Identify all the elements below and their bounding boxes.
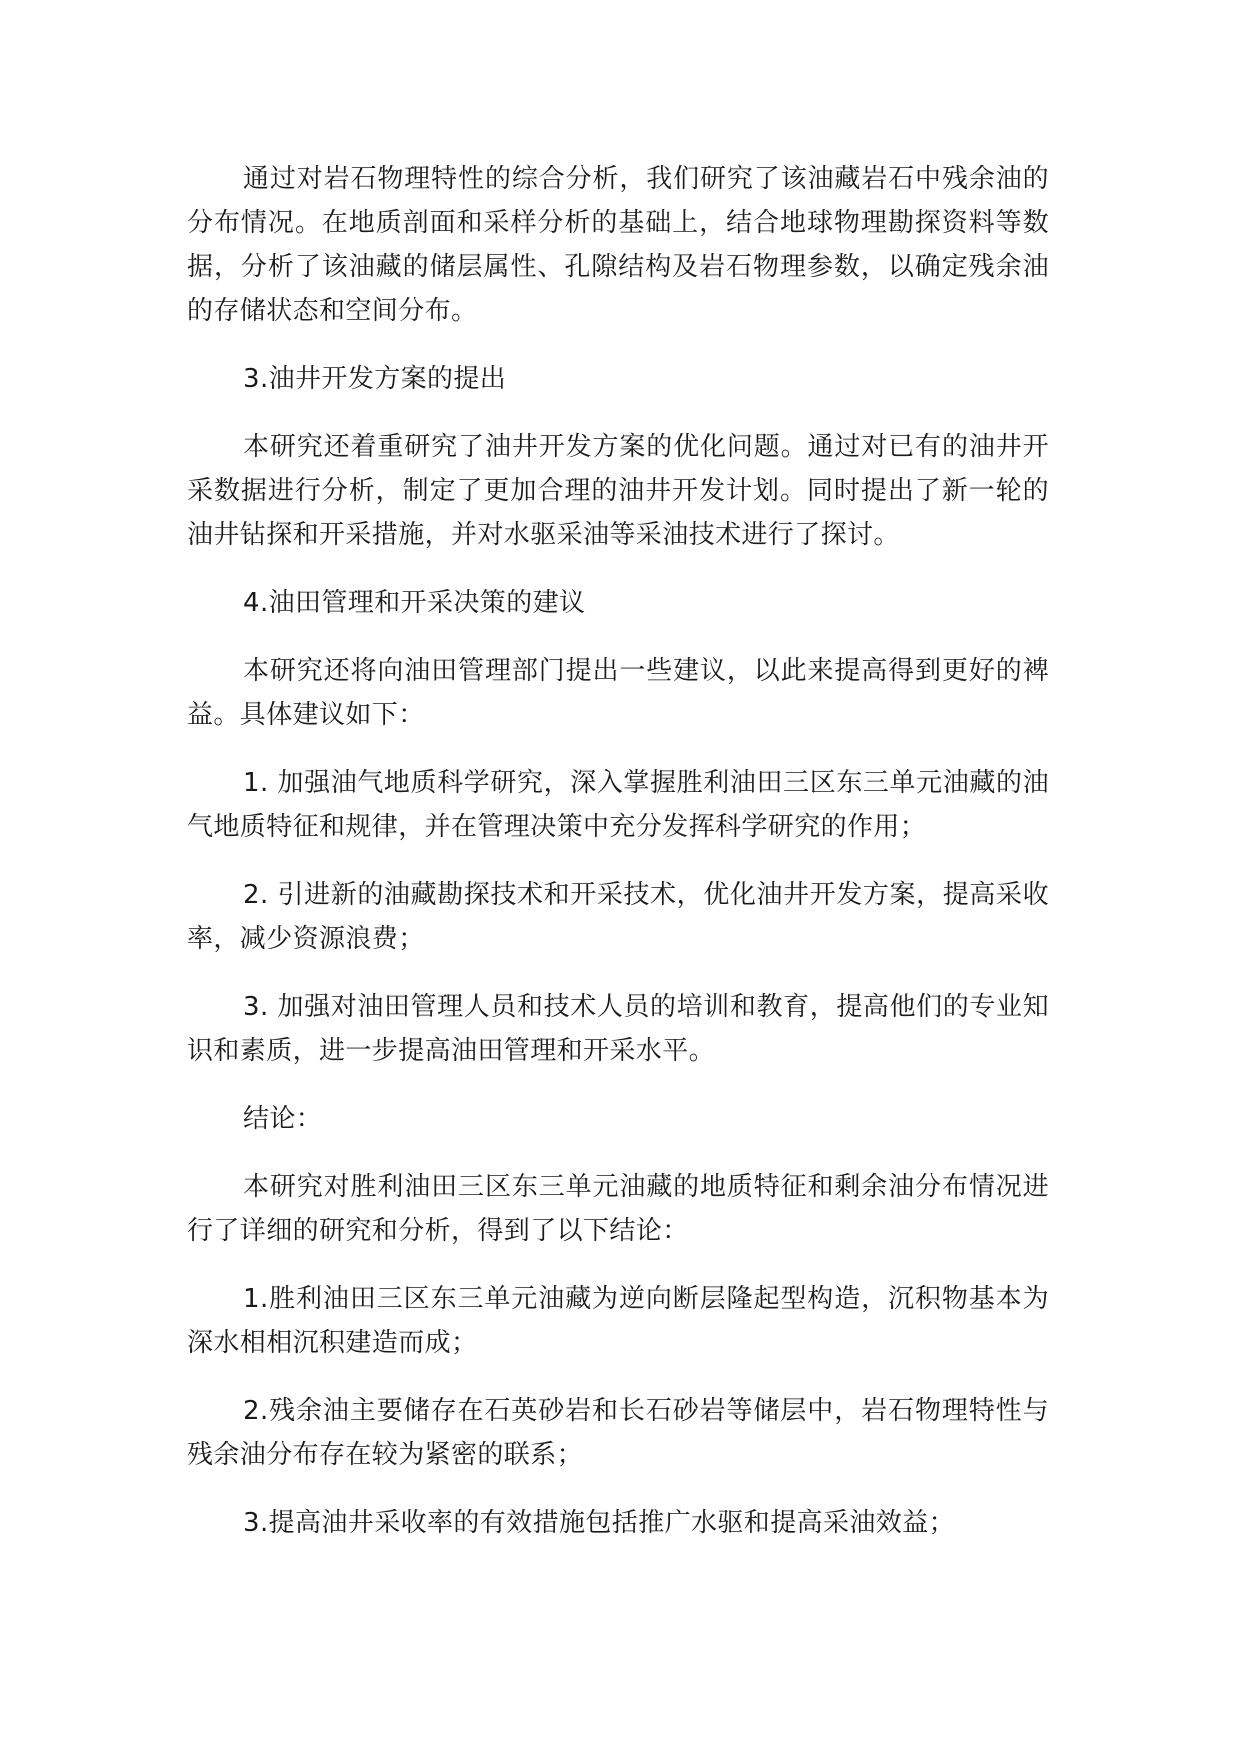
document-body: [187, 157, 1049, 1569]
heading-management-suggestions: 4.油田管理和开采决策的建议: [243, 588, 586, 618]
heading-well-development-plan: 3.油井开发方案的提出: [243, 364, 507, 394]
suggestion-item-1: 1. 加强油气地质科学研究，深入掌握胜利油田三区东三单元油藏的油气地质特征和规律，并在管理决策中充分发挥科学研究的作用；: [187, 768, 1049, 842]
paragraph-rock-physics: 通过对岩石物理特性的综合分析，我们研究了该油藏岩石中残余油的分布情况。在地质剖面和采样分析的基础上，结合地球物理勘探资料等数据，分析了该油藏的储层属性、孔隙结构及岩石物理参数，以确定残余油的存储状态和空间分布。: [187, 164, 1049, 326]
paragraph-suggestions-intro: 本研究还将向油田管理部门提出一些建议，以此来提高得到更好的裨益。具体建议如下：: [187, 656, 1049, 730]
paragraph-well-development: 本研究还着重研究了油井开发方案的优化问题。通过对已有的油井开采数据进行分析，制定了更加合理的油井开发计划。同时提出了新一轮的油井钻探和开采措施，并对水驱采油等采油技术进行了探讨。: [187, 432, 1049, 550]
conclusion-item-2: 2.残余油主要储存在石英砂岩和长石砂岩等储层中，岩石物理特性与残余油分布存在较为紧密的联系；: [187, 1396, 1049, 1470]
heading-conclusion: 结论：: [243, 1104, 323, 1134]
suggestion-item-3: 3. 加强对油田管理人员和技术人员的培训和教育，提高他们的专业知识和素质，进一步提高油田管理和开采水平。: [187, 992, 1049, 1066]
conclusion-item-3: 3.提高油井采收率的有效措施包括推广水驱和提高采油效益；: [243, 1508, 956, 1538]
paragraph-conclusion-intro: 本研究对胜利油田三区东三单元油藏的地质特征和剩余油分布情况进行了详细的研究和分析，得到了以下结论：: [187, 1172, 1049, 1246]
suggestion-item-2: 2. 引进新的油藏勘探技术和开采技术，优化油井开发方案，提高采收率，减少资源浪费；: [187, 880, 1049, 954]
conclusion-item-1: 1.胜利油田三区东三单元油藏为逆向断层隆起型构造，沉积物基本为深水相相沉积建造而成；: [187, 1284, 1049, 1358]
